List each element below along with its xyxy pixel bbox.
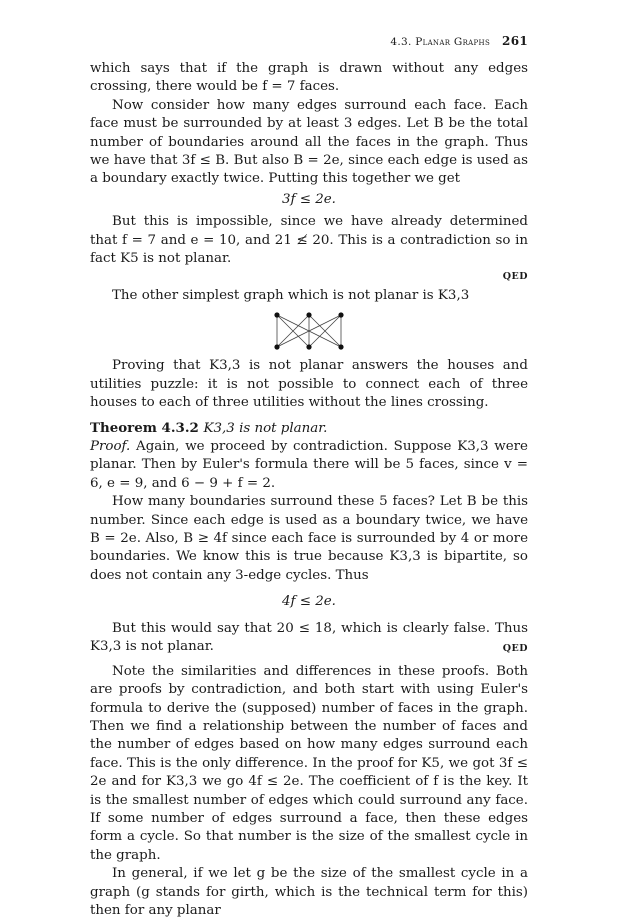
- paragraph: The other simplest graph which is not planar is K3,3: [112, 287, 470, 303]
- paragraph: which says that if the graph is drawn without any edges crossing, there would be f = 7 faces.: [90, 61, 528, 95]
- page-number: 261: [502, 34, 528, 48]
- vertex: [306, 313, 311, 318]
- paragraph: But this would say that 20 ≤ 18, which is clearly false. Thus K3,3 is not planar.: [90, 620, 528, 654]
- k33-graph: [269, 309, 349, 353]
- k33-graph-figure: [90, 309, 528, 353]
- vertex: [274, 345, 279, 350]
- vertex: [338, 313, 343, 318]
- vertex: [274, 313, 279, 318]
- page-body: [90, 60, 528, 920]
- qed-mark: QED: [502, 643, 528, 655]
- vertex: [338, 345, 343, 350]
- paragraph: Note the similarities and differences in these proofs. Both are proofs by contradiction, and both start with using Euler's formula to derive the (supposed) number of faces in the graph. Then we find a relationship between the number of faces and the number of edges based on how many edges surround each face. This is the only difference. In the proof for K5, we got 3f ≤ 2e and for K3,3 we go 4f ≤ 2e. The coefficient of f is the key. It is the smallest number of edges which could surround any face. If some number of edges surround a face, then these edges form a cycle. So that number is the size of the smallest cycle in the graph.: [90, 663, 528, 863]
- section-title: 4.3. Planar Graphs: [390, 36, 491, 48]
- theorem-label: Theorem 4.3.2: [90, 419, 199, 436]
- proof-label: Proof.: [90, 438, 131, 454]
- proof-text: Again, we proceed by contradiction. Suppose K3,3 were planar. Then by Euler's formula there will be 5 faces, since v = 6, e = 9, and 6 − 9 + f = 2.: [90, 438, 528, 491]
- running-header: [390, 34, 528, 48]
- vertex: [306, 345, 311, 350]
- paragraph: In general, if we let g be the size of the smallest cycle in a graph (g stands for girth, which is the technical term for this) then for any planar: [90, 866, 528, 919]
- paragraph: But this is impossible, since we have already determined that f = 7 and e = 10, and 21 ≰ 20. This is a contradiction so in fact K5 is not planar.: [90, 214, 528, 267]
- display-equation: 3f ≤ 2e.: [282, 191, 336, 207]
- proof-paragraph: [90, 438, 528, 493]
- theorem: [90, 419, 528, 438]
- paragraph: Proving that K3,3 is not planar answers the houses and utilities puzzle: it is not possible to connect each of three houses to each of three utilities without the lines crossing.: [90, 358, 528, 411]
- theorem-statement: K3,3 is not planar.: [203, 420, 328, 436]
- display-equation: 4f ≤ 2e.: [282, 594, 336, 610]
- qed-mark: QED: [502, 271, 528, 283]
- paragraph: Now consider how many edges surround each face. Each face must be surrounded by at least 3 edges. Let B be the total number of boundaries around all the faces in the graph. Thus we have that 3f ≤ B. But also B = 2e, since each edge is used as a boundary exactly twice. Putting this together we get: [90, 97, 528, 187]
- paragraph: How many boundaries surround these 5 faces? Let B be this number. Since each edge is used as a boundary twice, we have B = 2e. Also, B ≥ 4f since each face is surrounded by 4 or more boundaries. We know this is true because K3,3 is bipartite, so does not contain any 3-edge cycles. Thus: [90, 494, 528, 583]
